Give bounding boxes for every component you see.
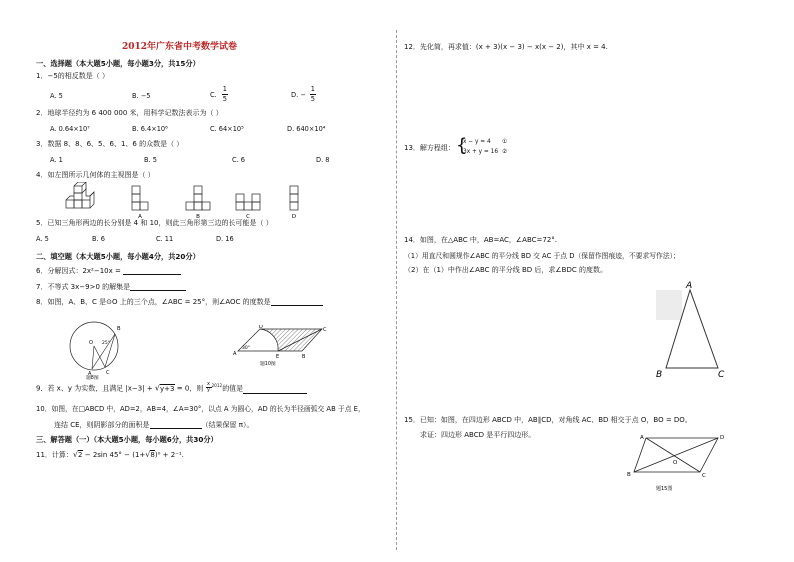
q9-answer-blank[interactable] bbox=[243, 386, 307, 394]
q15-stem: 15．已知：如图，在四边形 ABCD 中，AB∥CD，对角线 AC、BD 相交于点 O，BO = DO。 bbox=[404, 416, 692, 424]
q2-option-a: A. 0.64×10⁷ bbox=[50, 125, 90, 133]
q14-label-b: B bbox=[656, 370, 663, 380]
column-divider bbox=[396, 30, 397, 550]
q1-d-numerator: 1 bbox=[310, 85, 315, 93]
q4-solid-3d bbox=[66, 182, 94, 208]
q4-label-d: D bbox=[291, 214, 297, 220]
q2-option-d: D. 640×10⁴ bbox=[287, 125, 326, 133]
q3-option-d: D. 8 bbox=[316, 156, 330, 164]
q10-line-2 bbox=[54, 421, 254, 429]
q14-label-c: C bbox=[718, 370, 725, 380]
q1-option-a: A. 5 bbox=[50, 92, 63, 100]
q9-stem-pre: 9．若 x、y 为实数，且满足 |x−3| + bbox=[36, 384, 155, 393]
q5-option-d: D. 16 bbox=[216, 235, 234, 243]
q10-line-1: 10．如图，在□ABCD 中，AD=2，AB=4，∠A=30°，以点 A 为圆心，AD 的长为半径画弧交 AB 于点 E， bbox=[36, 405, 365, 413]
q15-prove: 求证：四边形 ABCD 是平行四边形。 bbox=[420, 431, 536, 439]
q8-answer-blank[interactable] bbox=[271, 298, 323, 306]
q4-option-d-figure bbox=[290, 186, 298, 210]
q4-label-a: A bbox=[138, 214, 142, 220]
q9-stem-mid: = 0，则 bbox=[174, 384, 204, 393]
page-title: 2012年广东省中考数学试卷 bbox=[122, 42, 238, 52]
q13-equation-2: 3x + y = 16 bbox=[463, 149, 499, 155]
q2-option-c: C. 64×10⁵ bbox=[210, 125, 244, 133]
q7 bbox=[36, 283, 186, 291]
q15-label-b: B bbox=[627, 472, 631, 478]
q8-label-o: O bbox=[89, 340, 93, 346]
q1-option-d: D. − $\frac{1}{5}$ bbox=[291, 85, 315, 103]
q1-stem: 1．−5的相反数是（ ） bbox=[36, 72, 109, 80]
q4-label-c: C bbox=[246, 214, 250, 220]
q11-pre: 11．计算： bbox=[36, 451, 73, 459]
q15-parallelogram-figure bbox=[626, 431, 726, 495]
q8-label-b: B bbox=[117, 326, 121, 332]
q4-figure bbox=[60, 182, 310, 222]
q12-stem: 12．先化简，再求值：(x + 3)(x − 3) − x(x − 2)，其中 x = 4. bbox=[404, 43, 608, 51]
q3-stem: 3．数据 8、8、6、5、6、1、6 的众数是（ ） bbox=[36, 140, 184, 148]
q10-answer-blank[interactable] bbox=[150, 421, 202, 429]
q9: 9．若 x、y 为实数，且满足 |x−3| + √y+3 = 0，则 $\frac{x}{y}$ $^{2012}$的值是 bbox=[36, 383, 307, 394]
q9-frac-numerator: x bbox=[207, 381, 210, 387]
q4-label-b: B bbox=[196, 214, 200, 220]
q10-figure-caption: 题10图 bbox=[260, 362, 276, 367]
q15-figure-caption: 题15图 bbox=[656, 486, 673, 492]
q4-option-a-figure bbox=[132, 186, 148, 210]
q14-stem: 14．如图，在△ABC 中，AB=AC，∠ABC=72°. bbox=[404, 236, 558, 244]
q10-line-2-post: （结果保留 π）。 bbox=[201, 421, 254, 429]
q3-option-c: C. 6 bbox=[232, 156, 245, 164]
q14-part-1: （1）用直尺和圆规作∠ABC 的平分线 BD 交 AC 于点 D（保留作图痕迹，不要求写作法）； bbox=[404, 252, 680, 260]
q7-answer-blank[interactable] bbox=[130, 283, 186, 291]
q3-option-a: A. 1 bbox=[50, 156, 63, 164]
q10-line-2-pre: 连结 CE，则阴影部分的面积是 bbox=[54, 421, 150, 429]
q15-label-a: A bbox=[640, 435, 644, 441]
q1-c-denominator: 5 bbox=[222, 94, 227, 103]
q10-label-b: B bbox=[302, 354, 306, 360]
q8-stem: 8．如图，A、B、C 是⊙O 上的三个点，∠ABC = 25°，则∠AOC 的度数是 bbox=[36, 298, 271, 306]
q7-stem: 7．不等式 3x−9>0 的解集是 bbox=[36, 283, 131, 291]
q8-angle-label: 25° bbox=[102, 341, 110, 346]
q10-figure bbox=[230, 325, 330, 367]
q9-exponent: 2012 bbox=[211, 383, 223, 389]
q5-option-b: B. 6 bbox=[92, 235, 105, 243]
q5-option-a: A. 5 bbox=[36, 235, 49, 243]
q2-option-b: B. 6.4×10⁶ bbox=[132, 125, 168, 133]
q14-triangle-figure bbox=[652, 278, 732, 382]
q14-label-a: A bbox=[686, 281, 693, 291]
q9-stem-post: 的值是 bbox=[222, 384, 244, 393]
q8-figure-caption: 题8图 bbox=[86, 376, 99, 380]
q6-stem: 6．分解因式：2x²−10x = bbox=[36, 267, 124, 275]
q14-part-2: （2）在（1）中作出∠ABC 的平分线 BD 后，求∠BDC 的度数。 bbox=[404, 266, 607, 274]
q11: 11．计算：√2 − 2sin 45° − (1+√8)⁰ + 2⁻¹. bbox=[36, 450, 184, 459]
section-2-heading: 二、填空题（本大题5小题，每小题4分，共20分） bbox=[36, 252, 200, 261]
q1-option-b: B. −5 bbox=[132, 92, 151, 100]
q11-radicand-2: 8 bbox=[150, 451, 155, 459]
q2-stem: 2．地球半径约为 6 400 000 米，用科学记数法表示为（ ） bbox=[36, 109, 223, 117]
q10-label-e: E bbox=[276, 354, 280, 360]
q8-label-a: A bbox=[88, 371, 92, 377]
q13-stem: 13．解方程组： bbox=[404, 144, 455, 152]
q10-label-d: D bbox=[259, 325, 263, 330]
q11-post: )⁰ + 2⁻¹. bbox=[154, 451, 184, 459]
q11-radicand-1: 2 bbox=[78, 451, 83, 459]
q8-figure bbox=[62, 318, 132, 380]
q4-option-c-figure bbox=[236, 194, 260, 210]
section-1-heading: 一、选择题（本大题5小题，每小题3分，共15分） bbox=[36, 59, 200, 68]
section-3-heading: 三、解答题（一）（本大题5小题，每小题6分，共30分） bbox=[36, 435, 218, 444]
q4-stem: 4．如左图所示几何体的主视图是（ ） bbox=[36, 171, 155, 179]
q10-label-a: A bbox=[233, 351, 237, 357]
q9-frac-denominator: y bbox=[207, 387, 210, 393]
q8 bbox=[36, 298, 323, 306]
q10-label-c: C bbox=[323, 327, 327, 333]
q13-equation-1: x − y = 4 bbox=[463, 139, 491, 145]
q6 bbox=[36, 267, 181, 275]
q10-angle-label: 30° bbox=[242, 346, 250, 351]
q1-option-c: C. $\frac{1}{5}$ bbox=[210, 85, 227, 103]
q15-label-d: D bbox=[720, 435, 725, 441]
q1-d-denominator: 5 bbox=[310, 94, 315, 103]
q15-label-c: C bbox=[702, 473, 706, 479]
q5-option-c: C. 11 bbox=[156, 235, 174, 243]
q4-option-b-figure bbox=[186, 186, 210, 210]
q11-mid: − 2sin 45° − (1+ bbox=[82, 451, 146, 459]
q15-label-o: O bbox=[673, 460, 678, 466]
q5-stem: 5．已知三角形两边的长分别是 4 和 10，则此三角形第三边的长可能是（ ） bbox=[36, 219, 273, 227]
q13-marker-1: ① bbox=[502, 139, 508, 145]
q9-radicand: y+3 bbox=[160, 384, 175, 393]
q3-option-b: B. 5 bbox=[144, 156, 157, 164]
q1-c-numerator: 1 bbox=[222, 85, 227, 93]
q8-label-c: C bbox=[106, 370, 110, 376]
q6-answer-blank[interactable] bbox=[123, 267, 181, 275]
q13-marker-2: ② bbox=[502, 149, 508, 155]
